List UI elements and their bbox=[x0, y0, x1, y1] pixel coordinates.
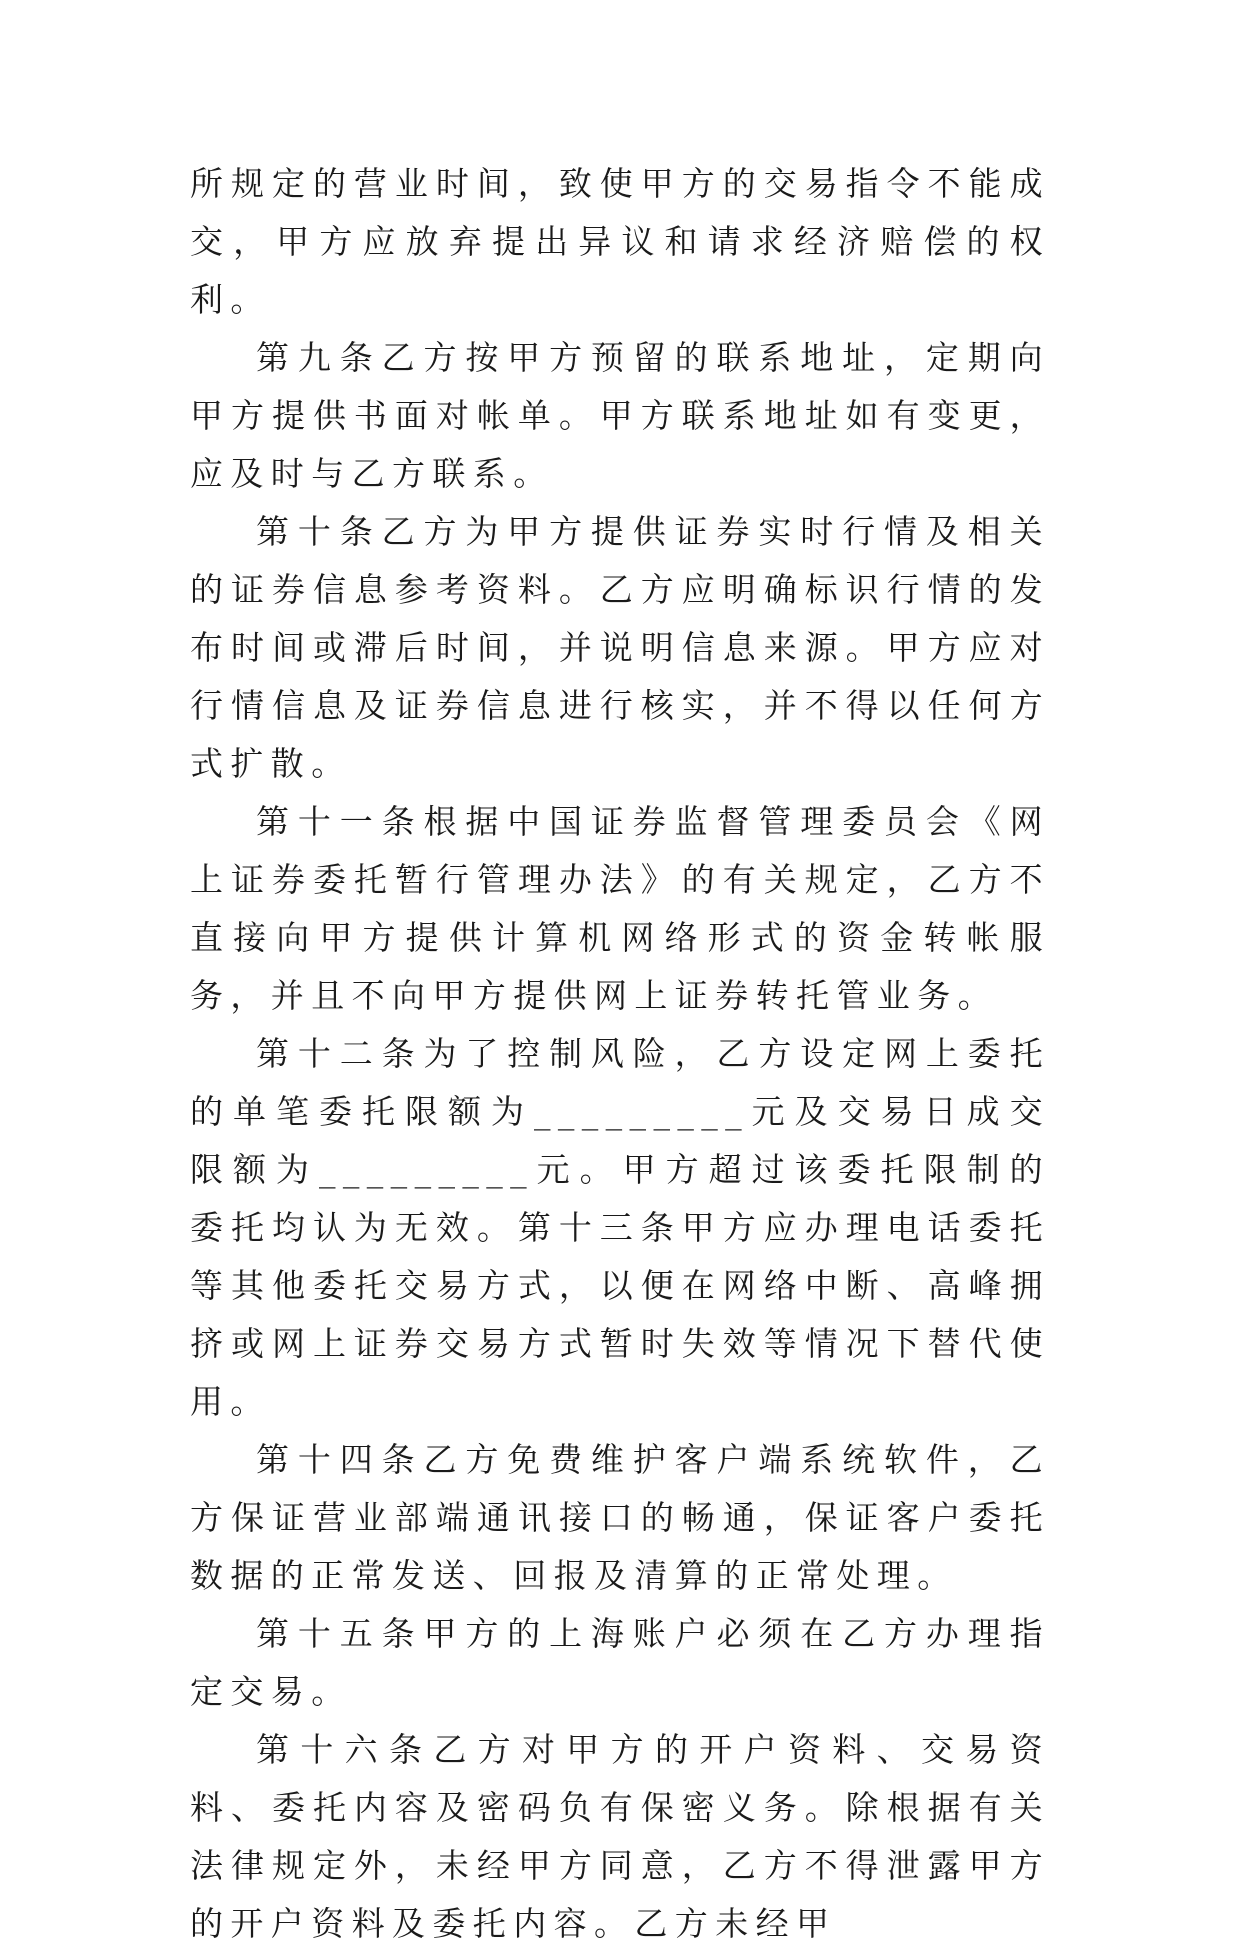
paragraph-continuation: 所规定的营业时间，致使甲方的交易指令不能成交，甲方应放弃提出异议和请求经济赔偿的权利。 bbox=[190, 164, 1050, 319]
paragraph-article-12-13: 第十二条为了控制风险，乙方设定网上委托的单笔委托限额为_________元及交易日成交限额为_________元。甲方超过该委托限制的委托均认为无效。第十三条甲方应办理电话委托等其他委托交易方式，以便在网络中断、高峰拥挤或网上证券交易方式暂时失效等情况下替代使用。 bbox=[190, 1034, 1050, 1421]
paragraph-article-10: 第十条乙方为甲方提供证券实时行情及相关的证券信息参考资料。乙方应明确标识行情的发布时间或滞后时间，并说明信息来源。甲方应对行情信息及证券信息进行核实，并不得以任何方式扩散。 bbox=[190, 512, 1050, 783]
document-body bbox=[190, 155, 1050, 1953]
paragraph-article-15: 第十五条甲方的上海账户必须在乙方办理指定交易。 bbox=[190, 1614, 1050, 1711]
paragraph-article-9: 第九条乙方按甲方预留的联系地址，定期向甲方提供书面对帐单。甲方联系地址如有变更，应及时与乙方联系。 bbox=[190, 338, 1050, 493]
paragraph-article-16: 第十六条乙方对甲方的开户资料、交易资料、委托内容及密码负有保密义务。除根据有关法律规定外，未经甲方同意，乙方不得泄露甲方的开户资料及委托内容。乙方未经甲 bbox=[190, 1730, 1050, 1943]
paragraph-article-14: 第十四条乙方免费维护客户端系统软件，乙方保证营业部端通讯接口的畅通，保证客户委托数据的正常发送、回报及清算的正常处理。 bbox=[190, 1440, 1050, 1595]
paragraph-article-11: 第十一条根据中国证券监督管理委员会《网上证券委托暂行管理办法》的有关规定，乙方不直接向甲方提供计算机网络形式的资金转帐服务，并且不向甲方提供网上证券转托管业务。 bbox=[190, 802, 1050, 1015]
